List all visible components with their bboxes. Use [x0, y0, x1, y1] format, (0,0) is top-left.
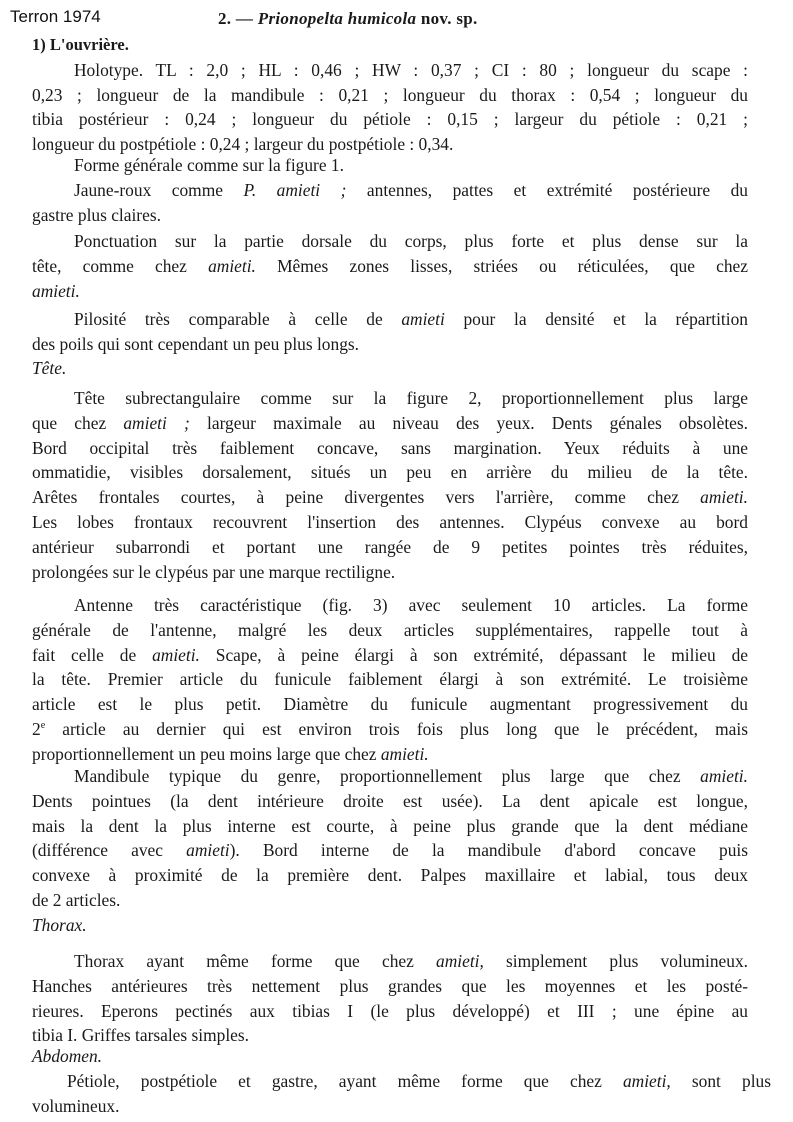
text-run: Jaune-roux comme: [74, 179, 244, 200]
paragraph-ponctuation-line-1: Ponctuation sur la partie dorsale du corps, plus forte et plus dense sur la: [74, 231, 748, 252]
text-run: Arêtes frontales courtes, à peine divergentes vers l'arrière, comme chez: [32, 487, 701, 508]
text-run: Pilosité très comparable à celle de: [74, 308, 402, 329]
text-run: simplement plus volumineux.: [483, 951, 748, 971]
taxon-italic: amieti.: [208, 256, 256, 277]
taxon-italic: amieti,: [622, 1070, 671, 1091]
antenne-line-7: [32, 742, 748, 767]
paragraph-forme: Forme générale comme sur la figure 1.: [74, 155, 344, 175]
paragraph-couleur-line-2: gastre plus claires.: [32, 204, 161, 225]
thorax-line-2: Hanches antérieures très nettement plus grandes que les moyennes et les posté-: [32, 975, 748, 996]
tete-line-3: Bord occipital très faiblement concave, sans margination. Yeux réduits à une: [32, 437, 748, 458]
text-run: fait celle de: [32, 644, 153, 665]
text-run: proportionnellement un peu moins large que chez: [32, 743, 381, 764]
tete-line-8: prolongées sur le clypéus par une marque rectiligne.: [32, 561, 396, 582]
paragraph-pilosite-line-1: [32, 307, 748, 332]
tete-line-7: antérieur subarrondi et portant une rangée de 9 petites pointes très réduites,: [32, 536, 748, 557]
text-run: Mandibule typique du genre, proportionnellement plus large que chez: [74, 766, 701, 786]
abdomen-line-1: [32, 1069, 771, 1094]
text-run: ). Bord interne de la mandibule d'abord concave puis: [229, 840, 748, 861]
antenne-line-4: la tête. Premier article du funicule faiblement élargi à son extrémité. Le troisième: [32, 669, 748, 690]
taxon-italic: amieti.: [380, 743, 429, 764]
tete-line-6: Les lobes frontaux recouvrent l'insertion des antennes. Clypéus convexe au bord: [32, 511, 748, 532]
thorax-line-4: tibia I. Griffes tarsales simples.: [32, 1025, 250, 1046]
text-run: sont plus: [670, 1070, 771, 1091]
paragraph-pilosite-line-2: des poils qui sont cependant un peu plus longs.: [32, 333, 360, 354]
general-description: [32, 153, 748, 381]
antenne-line-5: article est le plus petit. Diamètre du funicule augmentant progressivement du: [32, 694, 748, 715]
article-title: [218, 8, 478, 30]
text-run: Thorax ayant même forme que chez: [74, 951, 437, 971]
mandibule-line-1: [32, 764, 748, 789]
species-name: Prionopelta humicola: [257, 9, 417, 28]
holotype-line-4: longueur du postpétiole : 0,24 ; largeur du postpétiole : 0,34.: [32, 134, 454, 155]
taxon-italic: amieti.: [152, 644, 200, 665]
tete-line-4: ommatidie, visibles dorsalement, situés un peu en arrière du milieu de la tête.: [32, 462, 748, 483]
section-heading: 1) L'ouvrière.: [32, 35, 129, 54]
holotype-line-2: 0,23 ; longueur de la mandibule : 0,21 ; longueur du thorax : 0,54 ; longueur du: [32, 84, 748, 105]
antenne-line-6: [32, 717, 748, 742]
heading-thorax: Thorax.: [32, 914, 87, 935]
text-run: pour la densité et la répartition: [444, 308, 748, 329]
superscript: e: [40, 720, 46, 732]
antenne-line-1: Antenne très caractéristique (fig. 3) avec seulement 10 articles. La forme: [74, 595, 748, 615]
heading-tete: Tête.: [32, 358, 67, 379]
taxon-italic: amieti ;: [123, 412, 190, 433]
taxon-italic: amieti: [186, 840, 230, 861]
tete-line-5: [32, 485, 748, 510]
taxon-italic: P. amieti ;: [243, 179, 347, 200]
running-head: Terron 1974: [10, 7, 101, 26]
text-run: (différence avec: [32, 840, 187, 861]
mandibule-line-3: mais la dent la plus interne est courte, à peine plus grande que la dent médiane: [32, 815, 748, 836]
species-status: nov. sp.: [420, 9, 478, 28]
section-mandibule: [32, 764, 748, 938]
article-number: 2. —: [218, 9, 254, 28]
section-tete: [32, 386, 748, 584]
text-run: article au dernier qui est environ trois fois plus long que le précédent, mais: [45, 718, 748, 739]
thorax-line-1: [32, 949, 748, 974]
section-antenne: [32, 593, 748, 767]
tete-line-2: [32, 411, 748, 436]
taxon-italic: amieti.: [700, 487, 748, 508]
section-worker: [32, 33, 748, 157]
holotype-line-1: Holotype. TL : 2,0 ; HL : 0,46 ; HW : 0,37 ; CI : 80 ; longueur du scape :: [74, 59, 748, 80]
section-abdomen: [32, 1044, 771, 1118]
paragraph-ponctuation-line-2: [32, 254, 748, 279]
text-run: Pétiole, postpétiole et gastre, ayant même forme que chez: [67, 1070, 623, 1091]
text-run: largeur maximale au niveau des yeux. Dents génales obsolètes.: [189, 412, 748, 433]
taxon-italic: amieti.: [700, 766, 748, 786]
heading-abdomen: Abdomen.: [32, 1046, 103, 1066]
paragraph-couleur-line-1: [32, 178, 748, 203]
text-run: Scape, à peine élargi à son extrémité, dépassant le milieu de: [199, 644, 748, 665]
tete-line-1: Tête subrectangulaire comme sur la figure 2, proportionnellement plus large: [74, 388, 748, 408]
paragraph-ponctuation-line-3: amieti.: [32, 280, 80, 301]
antenne-line-2: générale de l'antenne, malgré les deux articles supplémentaires, rappelle tout à: [32, 619, 748, 640]
text-run: que chez: [32, 412, 124, 433]
section-thorax: [32, 949, 748, 1048]
text-run: 2: [32, 718, 41, 739]
mandibule-line-6: de 2 articles.: [32, 889, 121, 910]
text-run: tête, comme chez: [32, 256, 209, 277]
holotype-line-3: tibia postérieur : 0,24 ; longueur du pétiole : 0,15 ; largeur du pétiole : 0,21 ;: [32, 109, 748, 130]
abdomen-line-2: volumineux.: [32, 1095, 120, 1116]
mandibule-line-5: convexe à proximité de la première dent. Palpes maxillaire et labial, tous deux: [32, 865, 748, 886]
mandibule-line-2: Dents pointues (la dent intérieure droite est usée). La dent apicale est longue,: [32, 790, 748, 811]
mandibule-line-4: [32, 838, 748, 863]
text-run: antennes, pattes et extrémité postérieure du: [346, 179, 748, 200]
taxon-italic: amieti: [401, 308, 445, 329]
antenne-line-3: [32, 643, 748, 668]
text-run: Mêmes zones lisses, striées ou réticulées, que chez: [255, 256, 748, 277]
taxon-italic: amieti,: [436, 951, 484, 971]
thorax-line-3: rieures. Eperons pectinés aux tibias I (le plus développé) et III ; une épine au: [32, 1000, 748, 1021]
